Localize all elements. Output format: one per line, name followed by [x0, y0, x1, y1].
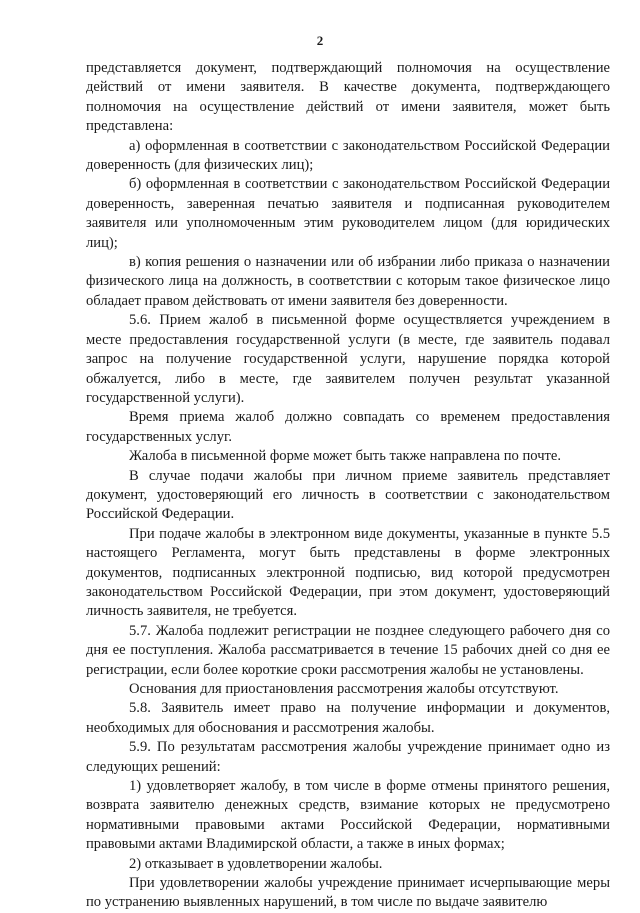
paragraph-personal-reception: В случае подачи жалобы при личном приеме заявитель представляет документ, удостоверяющий его личность в соответствии с законодательством Российской Федерации.: [86, 467, 610, 523]
document-body: [86, 59, 610, 913]
paragraph-item-v: в) копия решения о назначении или об избрании либо приказа о назначении физического лица на должность, в соответствии с которым такое физическое лицо обладает правом действовать от имени заявителя без доверенности.: [86, 254, 610, 309]
page-number: 2: [316, 33, 324, 48]
paragraph-5-8: 5.8. Заявитель имеет право на получение информации и документов, необходимых для обоснования и рассмотрения жалобы.: [86, 700, 610, 736]
paragraph-by-mail: Жалоба в письменной форме может быть также направлена по почте.: [129, 448, 562, 465]
paragraph-suspension: Основания для приостановления рассмотрения жалобы отсутствуют.: [129, 681, 559, 697]
paragraph-electronic: При подаче жалобы в электронном виде документы, указанные в пункте 5.5 настоящего Регламента, могут быть представлены в форме электронных документов, подписанных электронной подписью, вид которой предусмотрен законодательством Российской Федерации, при этом документ, удостоверяющий личность заявителя, не требуется.: [86, 525, 610, 620]
paragraph-satisfaction: При удовлетворении жалобы учреждение принимает исчерпывающие меры по устранению выявленных нарушений, в том числе по выдаче заявителю: [86, 875, 610, 911]
paragraph-reception-time: Время приема жалоб должно совпадать со временем предоставления государственных услуг.: [86, 409, 610, 445]
paragraph-continuation: представляется документ, подтверждающий полномочия на осуществление действий от имени заявителя. В качестве документа, подтверждающего полномочия на осуществление действий от имени заявителя, может быть представлена:: [86, 60, 610, 135]
paragraph-5-9: 5.9. По результатам рассмотрения жалобы учреждение принимает одно из следующих решений:: [86, 739, 610, 775]
paragraph-decision-1: 1) удовлетворяет жалобу, в том числе в форме отмены принятого решения, возврата заявителю денежных средств, взимание которых не предусмотрено нормативными правовыми актами Российской Федерации, нормативными правовыми актами Владимирской области, а также в иных формах;: [86, 778, 610, 853]
paragraph-item-b: б) оформленная в соответствии с законодательством Российской Федерации доверенность, заверенная печатью заявителя и подписанная руководителем заявителя или уполномоченным этим руководителем лицом (для юридических лиц);: [86, 176, 610, 251]
paragraph-5-7: 5.7. Жалоба подлежит регистрации не позднее следующего рабочего дня со дня ее поступления. Жалоба рассматривается в течение 15 рабочих дней со дня ее регистрации, если более короткие сроки рассмотрения жалобы не установлены.: [86, 622, 610, 678]
paragraph-item-a: а) оформленная в соответствии с законодательством Российской Федерации доверенность (для физических лиц);: [86, 137, 610, 174]
paragraph-decision-2: 2) отказывает в удовлетворении жалобы.: [129, 855, 383, 872]
paragraph-5-6: 5.6. Прием жалоб в письменной форме осуществляется учреждением в месте предоставления государственной услуги (в месте, где заявитель подавал запрос на получение государственной услуги, нарушение порядка которой обжалуется, либо в месте, где заявителем получен результат указанной государственной услуги).: [86, 312, 610, 406]
